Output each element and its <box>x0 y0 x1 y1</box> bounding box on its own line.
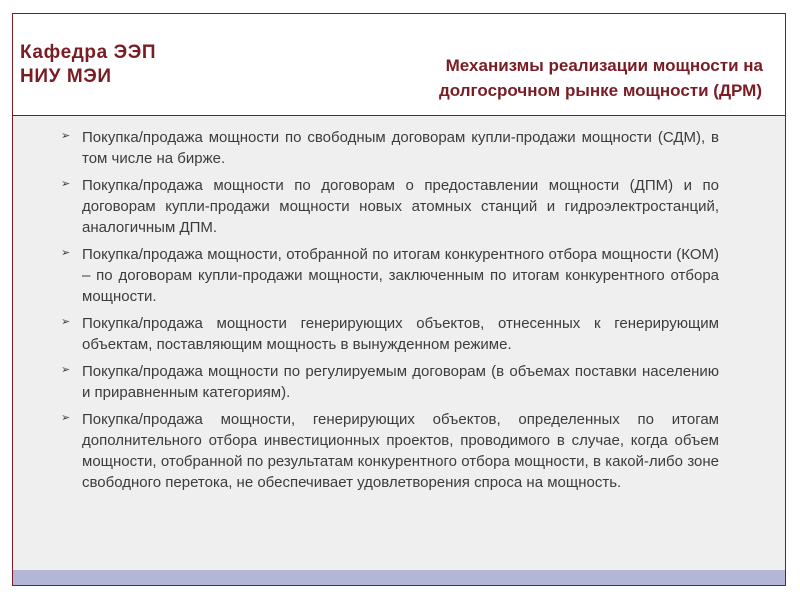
university-name: НИУ МЭИ <box>20 66 112 87</box>
slide-title-line-1: Механизмы реализации мощности на <box>445 56 763 75</box>
bullet-list <box>60 127 719 499</box>
bottom-accent-bar <box>13 570 785 585</box>
bullet-item <box>60 175 719 238</box>
bullet-item <box>60 127 719 169</box>
slide-title-line-2: долгосрочном рынке мощности (ДРМ) <box>439 81 762 100</box>
bullet-item <box>60 313 719 355</box>
bullet-text: Покупка/продажа мощности генерирующих объектов, отнесенных к генерирующим объектам, поставляющим мощность в вынужденном режиме. <box>82 315 719 353</box>
arrow-bullet-icon: ➢ <box>61 178 71 190</box>
department-name: Кафедра ЭЭП <box>20 42 157 63</box>
bullet-item <box>60 409 719 493</box>
bullet-text: Покупка/продажа мощности по регулируемым договорам (в объемах поставки населению и приравненным категориям). <box>82 363 719 401</box>
slide-header <box>13 14 785 115</box>
arrow-bullet-icon: ➢ <box>61 364 71 376</box>
arrow-bullet-icon: ➢ <box>61 412 71 424</box>
arrow-bullet-icon: ➢ <box>61 247 71 259</box>
bullet-text: Покупка/продажа мощности по договорам о предоставлении мощности (ДПМ) и по договорам купли-продажи мощности новых атомных станций и гидроэлектростанций, аналогичным ДПМ. <box>82 177 719 236</box>
bullet-text: Покупка/продажа мощности, отобранной по итогам конкурентного отбора мощности (КОМ) – по договорам купли-продажи мощности, заключенным по итогам конкурентного отбора мощности. <box>82 246 719 305</box>
bullet-text: Покупка/продажа мощности по свободным договорам купли-продажи мощности (СДМ), в том числе на бирже. <box>82 129 719 167</box>
arrow-bullet-icon: ➢ <box>61 130 71 142</box>
slide-frame <box>12 13 786 586</box>
bullet-item <box>60 361 719 403</box>
bullet-item <box>60 244 719 307</box>
arrow-bullet-icon: ➢ <box>61 316 71 328</box>
content-area <box>13 116 785 570</box>
bullet-text: Покупка/продажа мощности, генерирующих объектов, определенных по итогам дополнительного отбора инвестиционных проектов, проводимого в случае, когда объем мощности, отобранной по результатам конкурентного отбора мощности, в какой-либо зоне свободного перетока, не обеспечивает удовлетворения спроса на мощность. <box>82 411 719 491</box>
